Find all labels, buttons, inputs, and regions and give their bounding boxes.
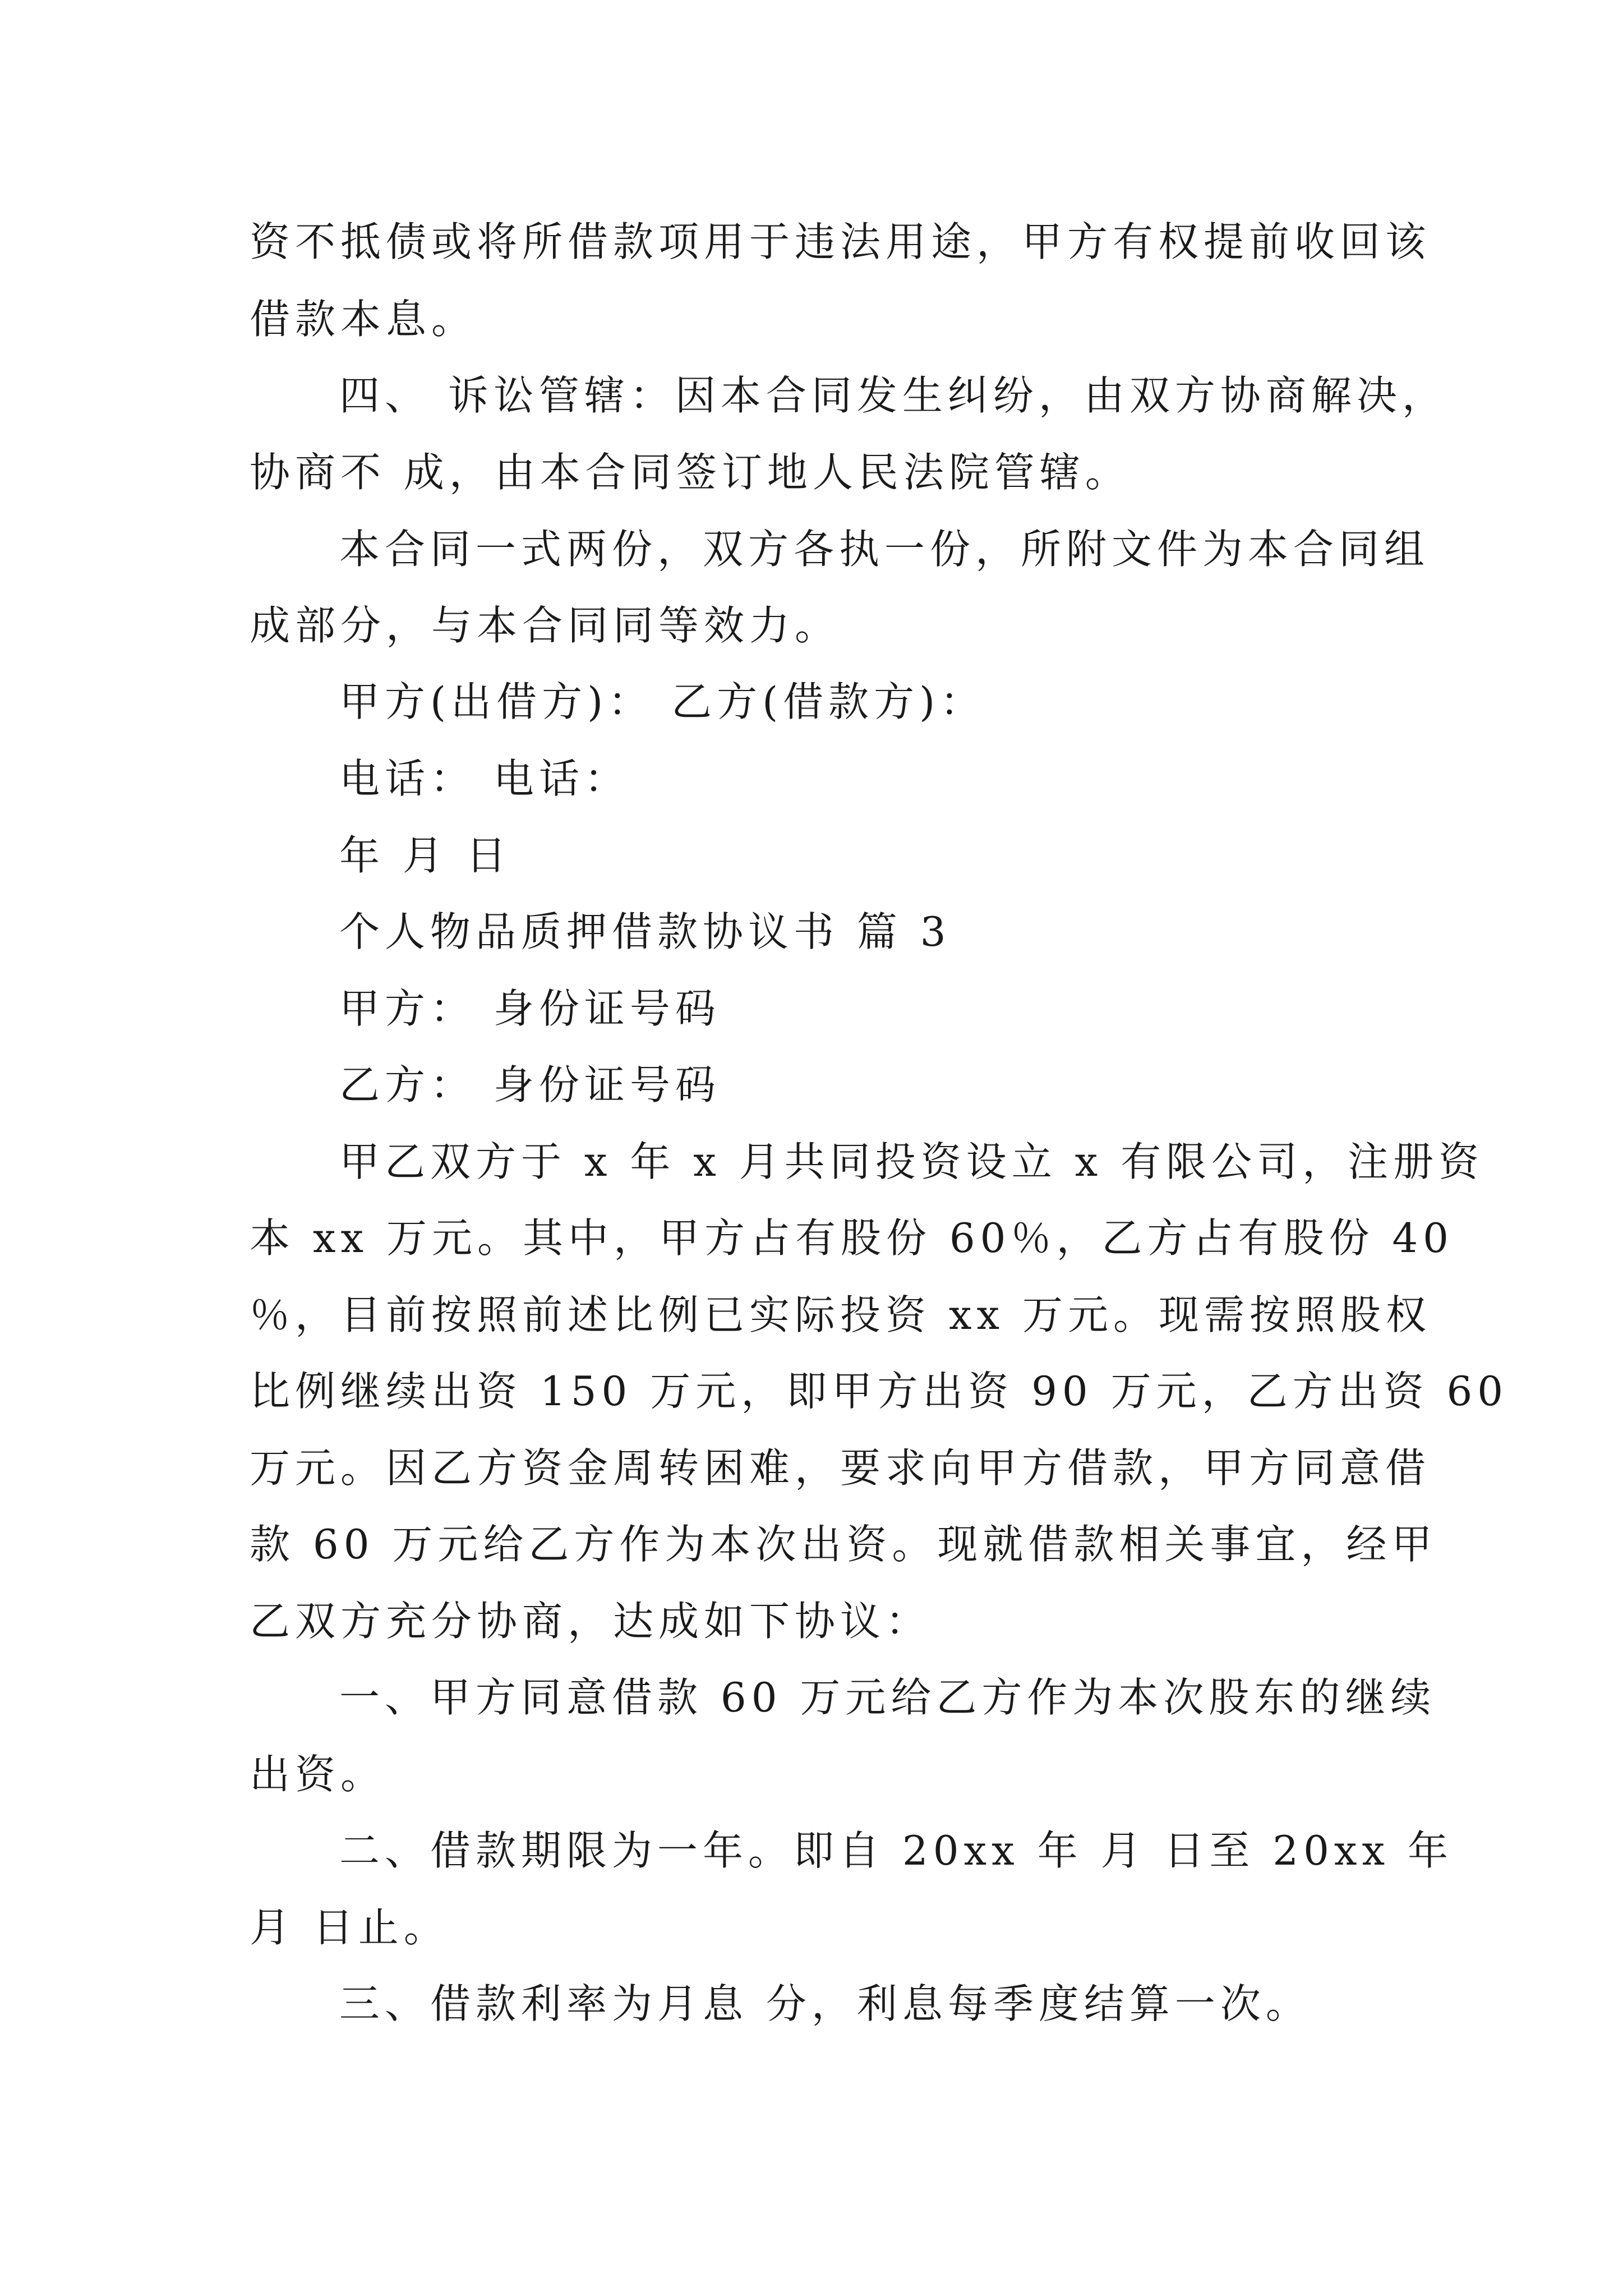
signature-parties-line: 甲方(出借方)： 乙方(借款方)： (339, 678, 986, 725)
clause-line: 月 日止。 (250, 1904, 449, 1951)
clause-line: 一、甲方同意借款 60 万元给乙方作为本次股东的继续 (339, 1674, 1436, 1721)
phone-line: 电话： 电话： (339, 755, 630, 802)
paragraph-line: 万元。因乙方资金周转困难，要求向甲方借款，甲方同意借 (250, 1444, 1431, 1492)
party-a-line: 甲方： 身份证号码 (339, 985, 721, 1032)
paragraph-line: 成部分，与本合同同等效力。 (250, 602, 841, 649)
paragraph-line: 本 xx 万元。其中，甲方占有股份 60％，乙方占有股份 40 (250, 1214, 1454, 1262)
section-heading: 个人物品质押借款协议书 篇 3 (339, 908, 951, 955)
clause-line: 三、借款利率为月息 分，利息每季度结算一次。 (339, 1980, 1311, 2027)
date-line: 年 月 日 (339, 832, 511, 879)
paragraph-line: 协商不 成，由本合同签订地人民法院管辖。 (250, 449, 1131, 496)
paragraph-line: 四、 诉讼管辖：因本合同发生纠纷，由双方协商解决， (339, 372, 1447, 419)
clause-line: 出资。 (250, 1751, 386, 1798)
paragraph-line: ％，目前按照前述比例已实际投资 xx 万元。现需按照股权 (250, 1291, 1431, 1338)
paragraph-line: 甲乙双方于 x 年 x 月共同投资设立 x 有限公司，注册资 (339, 1138, 1484, 1185)
paragraph-line: 款 60 万元给乙方作为本次出资。现就借款相关事宜，经甲 (250, 1521, 1437, 1568)
paragraph-line: 本合同一式两份，双方各执一份，所附文件为本合同组 (339, 526, 1430, 573)
clause-line: 二、借款期限为一年。即自 20xx 年 月 日至 20xx 年 (339, 1827, 1453, 1874)
paragraph-line: 资不抵债或将所借款项用于违法用途，甲方有权提前收回该 (250, 218, 1431, 265)
paragraph-line: 借款本息。 (250, 296, 477, 343)
party-b-line: 乙方： 身份证号码 (339, 1061, 721, 1108)
paragraph-line: 乙双方充分协商，达成如下协议： (250, 1598, 932, 1645)
paragraph-line: 比例继续出资 150 万元，即甲方出资 90 万元，乙方出资 60 (250, 1368, 1509, 1415)
